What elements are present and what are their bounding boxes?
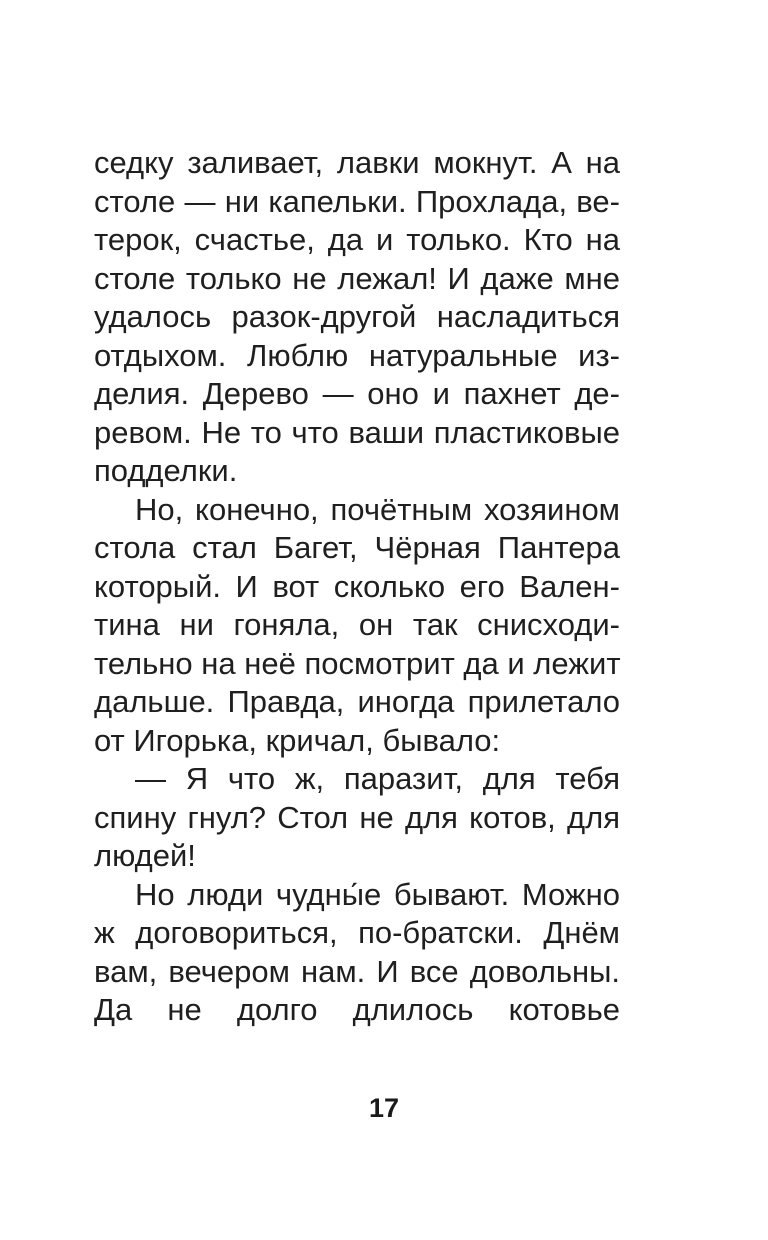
text-line: от Игорька, кричал, бывало: [94,722,501,758]
text-line: спину гнул? Стол не для котов, для [94,799,620,835]
text-line: столе только не лежал! И даже мне [94,260,620,296]
text-line: седку заливает, лавки мокнут. А на [94,145,620,180]
text-line: Да не долго длилось котовье [94,992,620,1027]
text-line: вам, вечером нам. И все довольны. [94,953,620,989]
text-line: — Я что ж, паразит, для тебя [135,761,620,796]
text-line: стола стал Багет, Чёрная Пантера [94,530,620,565]
text-line: тина ни гоняла, он так снисходи- [94,607,620,642]
text-line: удалось разок-другой насладиться [94,299,620,334]
text-line: людей! [94,838,196,873]
page-number: 17 [368,1093,400,1123]
text-line: ж договориться, по-братски. Днём [94,915,620,950]
text-line: дальше. Правда, иногда прилетало [94,684,620,719]
text-line: отдыхом. Люблю натуральные из- [94,337,620,373]
text-line: тельно на неё посмотрит да и лежит [94,645,621,681]
text-line: ревом. Не то что ваши пластиковые [94,414,620,450]
text-line: который. И вот сколько его Вален- [94,568,620,604]
text-line: подделки. [94,453,238,488]
text-line: столе — ни капельки. Прохлада, ве- [94,183,620,219]
text-line: Но люди чудны́е бывают. Можно [135,876,620,912]
text-line: Но, конечно, почётным хозяином [135,491,620,527]
body-text [94,144,620,1030]
text-line: делия. Дерево — оно и пахнет де- [94,376,620,411]
text-line: терок, счастье, да и только. Кто на [94,222,620,257]
